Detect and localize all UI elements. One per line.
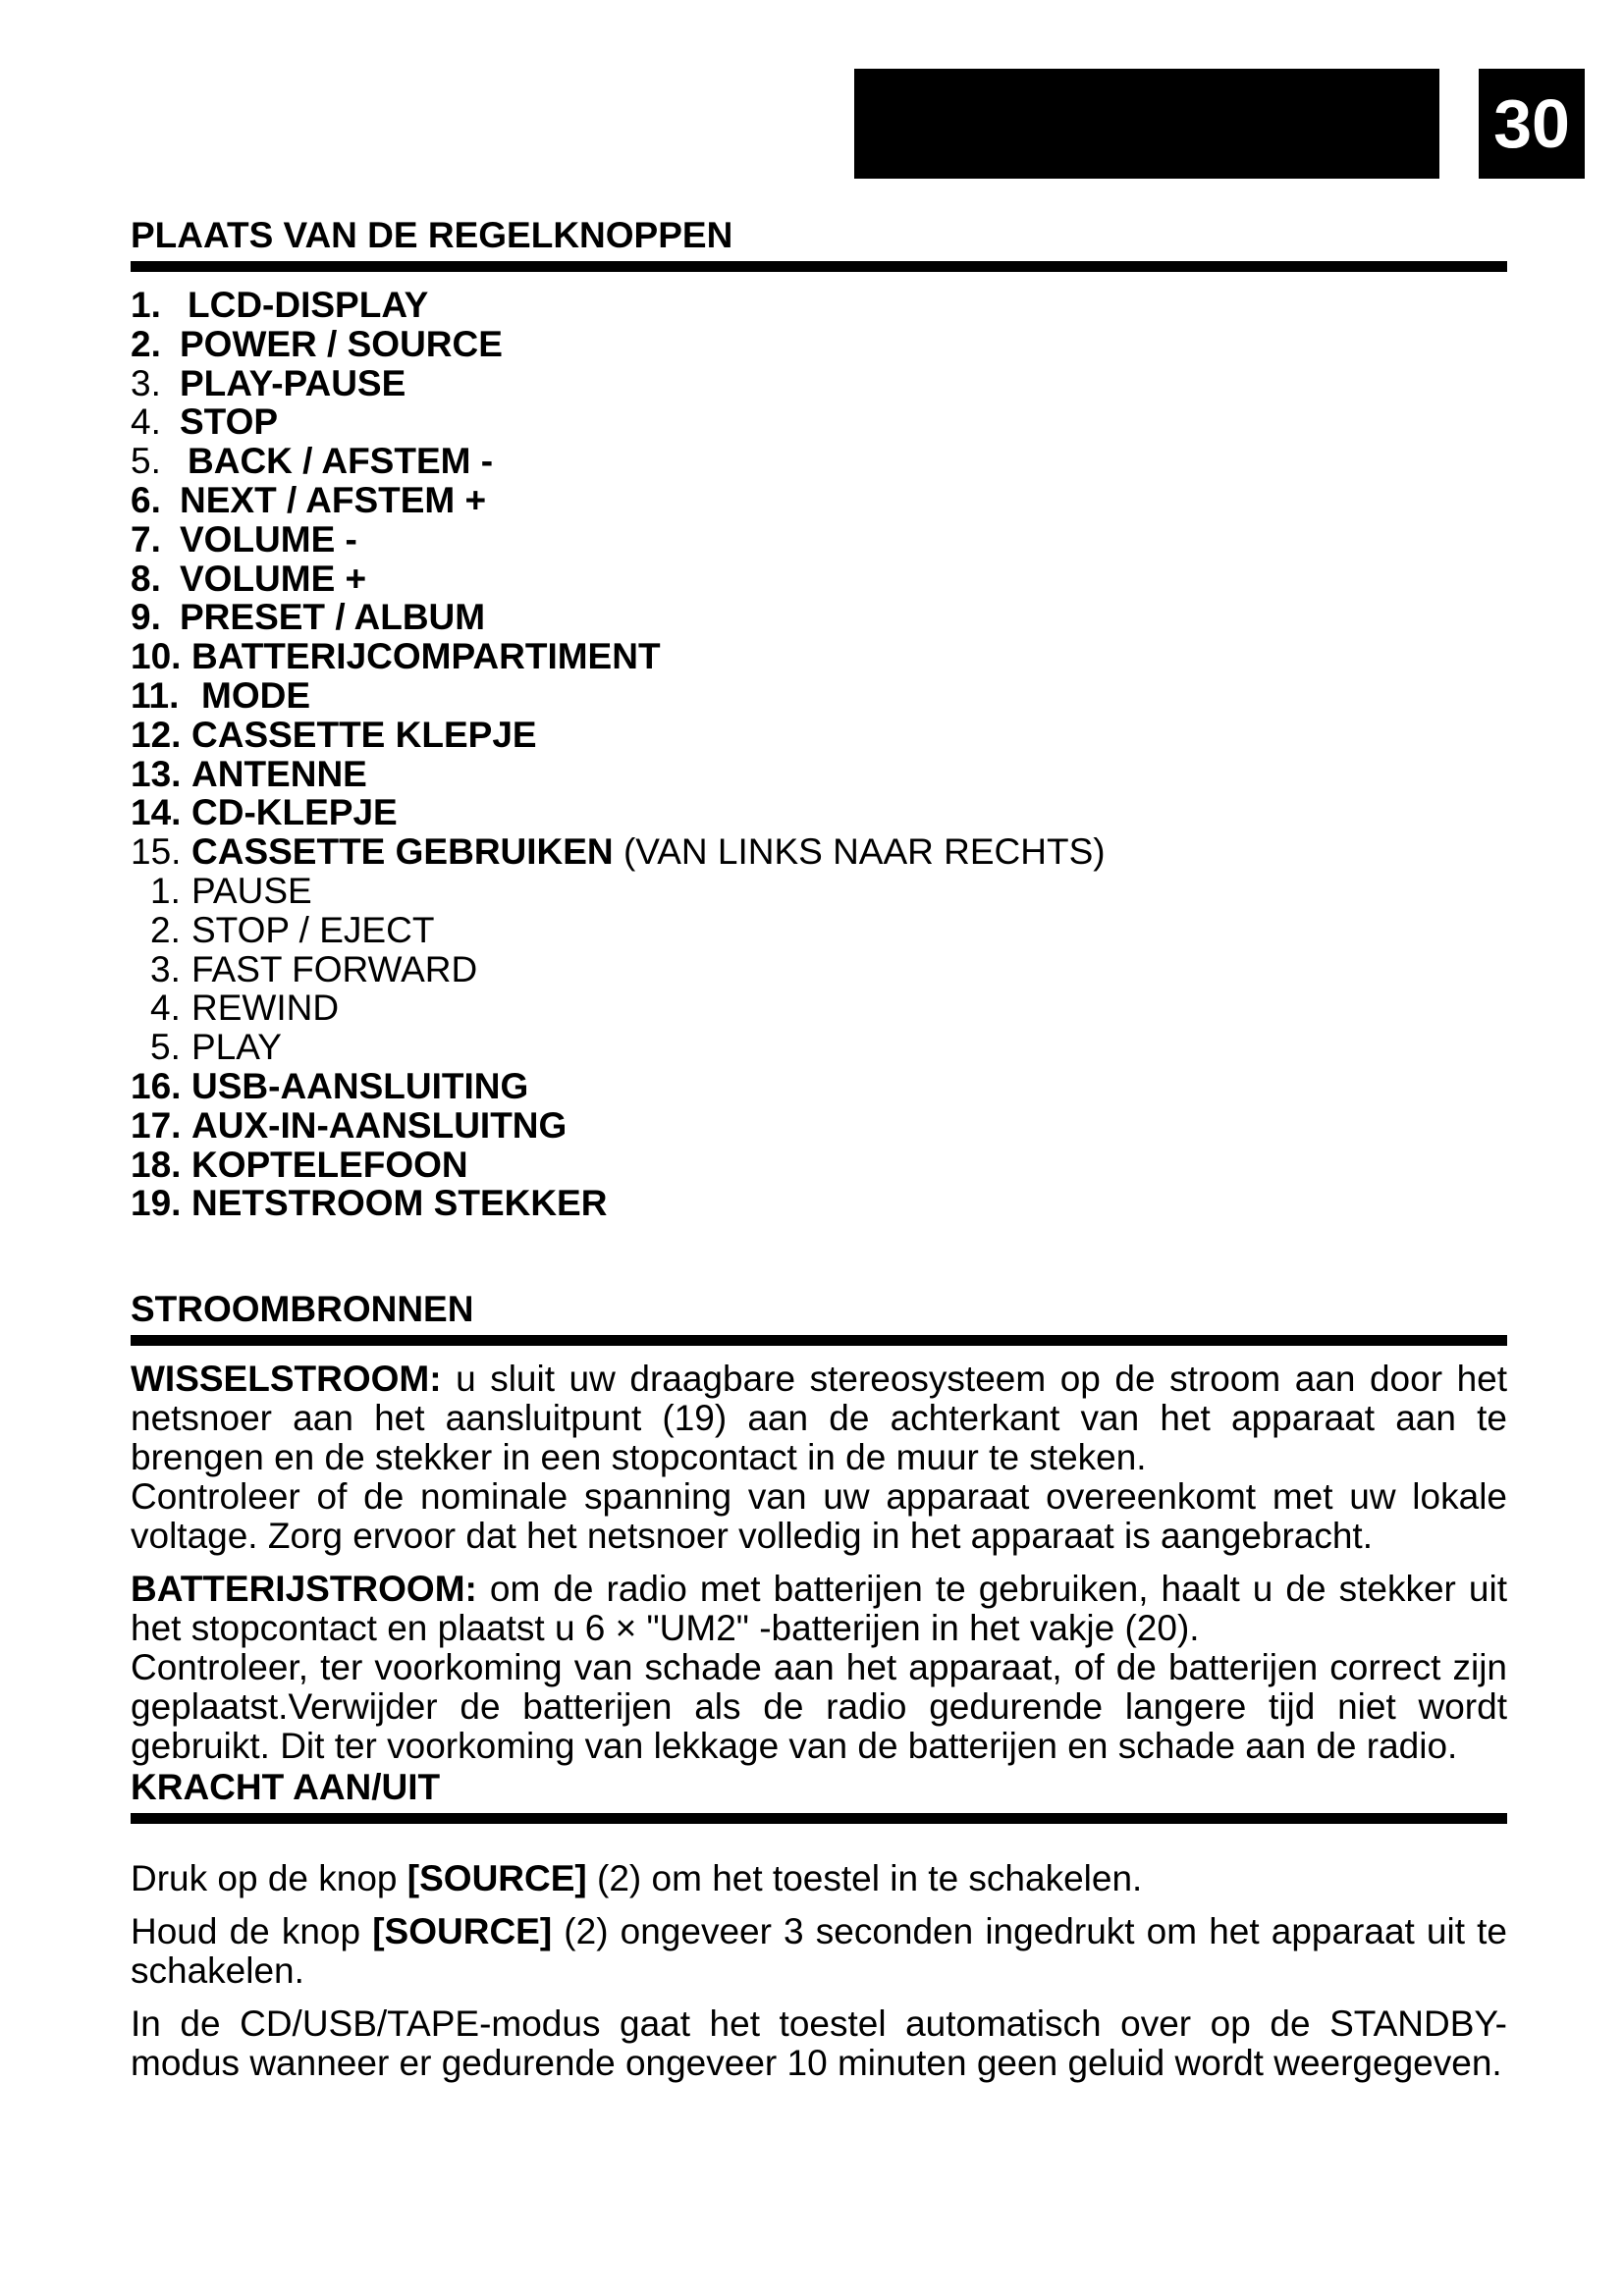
list-item: 4. STOP bbox=[131, 401, 279, 443]
sub-list-item: 3. FAST FORWARD bbox=[150, 948, 478, 989]
list-item: 11. MODE bbox=[131, 674, 310, 716]
battery-power-paragraph: BATTERIJSTROOM: om de radio met batterijen te gebruiken, haalt u de stekker uit het stopcontact en plaatst u 6 × "UM2" -batterijen in het vakje (20). bbox=[131, 1569, 1507, 1649]
list-item: 2. POWER / SOURCE bbox=[131, 323, 503, 364]
power-sources-title: STROOMBRONNEN bbox=[131, 1289, 474, 1330]
battery-power-lead: BATTERIJSTROOM: bbox=[131, 1569, 477, 1610]
list-item: 14. CD-KLEPJE bbox=[131, 792, 398, 833]
list-item: 9. PRESET / ALBUM bbox=[131, 597, 486, 638]
ac-power-lead: WISSELSTROOM: bbox=[131, 1359, 442, 1400]
power-onoff-title: KRACHT AAN/UIT bbox=[131, 1767, 441, 1808]
controls-list bbox=[131, 286, 1507, 1223]
sub-list-item: 5. PLAY bbox=[150, 1027, 282, 1068]
list-item: 15. CASSETTE GEBRUIKEN (VAN LINKS NAAR RECHTS) bbox=[131, 831, 1106, 873]
standby-paragraph: In de CD/USB/TAPE-modus gaat het toestel automatisch over op de STANDBY-modus wanneer er gedurende ongeveer 10 minuten geen geluid wordt weergegeven. bbox=[131, 2003, 1507, 2084]
list-item: 13. ANTENNE bbox=[131, 753, 367, 794]
header-bar bbox=[854, 69, 1439, 179]
sub-list-item: 1. PAUSE bbox=[150, 870, 312, 911]
list-item: 1. LCD-DISPLAY bbox=[131, 285, 429, 325]
list-item: 18. KOPTELEFOON bbox=[131, 1144, 468, 1185]
controls-section-title: PLAATS VAN DE REGELKNOPPEN bbox=[131, 215, 733, 255]
page-number: 30 bbox=[1479, 69, 1585, 179]
list-item: 12. CASSETTE KLEPJE bbox=[131, 714, 537, 755]
battery-power-note: Controleer, ter voorkoming van schade aan het apparaat, of de batterijen correct zijn geplaatst.Verwijder de batterijen als de radio gedurende langere tijd niet wordt gebruikt. Dit ter voorkoming van lekkage van de batterijen en schade aan de radio. bbox=[131, 1647, 1507, 1767]
list-item: 7. VOLUME - bbox=[131, 518, 357, 560]
section-divider bbox=[131, 261, 1507, 272]
list-item: 19. NETSTROOM STEKKER bbox=[131, 1183, 608, 1224]
list-item: 16. USB-AANSLUITING bbox=[131, 1065, 529, 1106]
ac-power-paragraph: WISSELSTROOM: u sluit uw draagbare stereosysteem op de stroom aan door het netsnoer aan het aansluitpunt (19) aan de achterkant van het apparaat aan te brengen en de stekker in een stopcontact in de muur te steken. bbox=[131, 1359, 1508, 1478]
ac-power-note: Controleer of de nominale spanning van uw apparaat overeenkomt met uw lokale voltage. Zorg ervoor dat het netsnoer volledig in het apparaat is aangebracht. bbox=[131, 1476, 1507, 1557]
list-item: 5. BACK / AFSTEM - bbox=[131, 441, 494, 482]
power-off-paragraph: Houd de knop [SOURCE] (2) ongeveer 3 seconden ingedrukt om het apparaat uit te schakelen. bbox=[131, 1911, 1507, 1992]
sub-list-item: 4. REWIND bbox=[150, 988, 340, 1029]
power-on-paragraph: Druk op de knop [SOURCE] (2) om het toestel in te schakelen. bbox=[131, 1858, 1143, 1899]
list-item: 10. BATTERIJCOMPARTIMENT bbox=[131, 636, 661, 677]
section-divider bbox=[131, 1813, 1507, 1824]
page-content bbox=[131, 214, 1507, 2083]
list-item: 6. NEXT / AFSTEM + bbox=[131, 479, 487, 520]
list-item: 3. PLAY-PAUSE bbox=[131, 362, 406, 403]
section-divider bbox=[131, 1335, 1507, 1346]
list-item: 8. VOLUME + bbox=[131, 558, 367, 599]
list-item: 17. AUX-IN-AANSLUITNG bbox=[131, 1104, 568, 1146]
sub-list-item: 2. STOP / EJECT bbox=[150, 909, 435, 950]
